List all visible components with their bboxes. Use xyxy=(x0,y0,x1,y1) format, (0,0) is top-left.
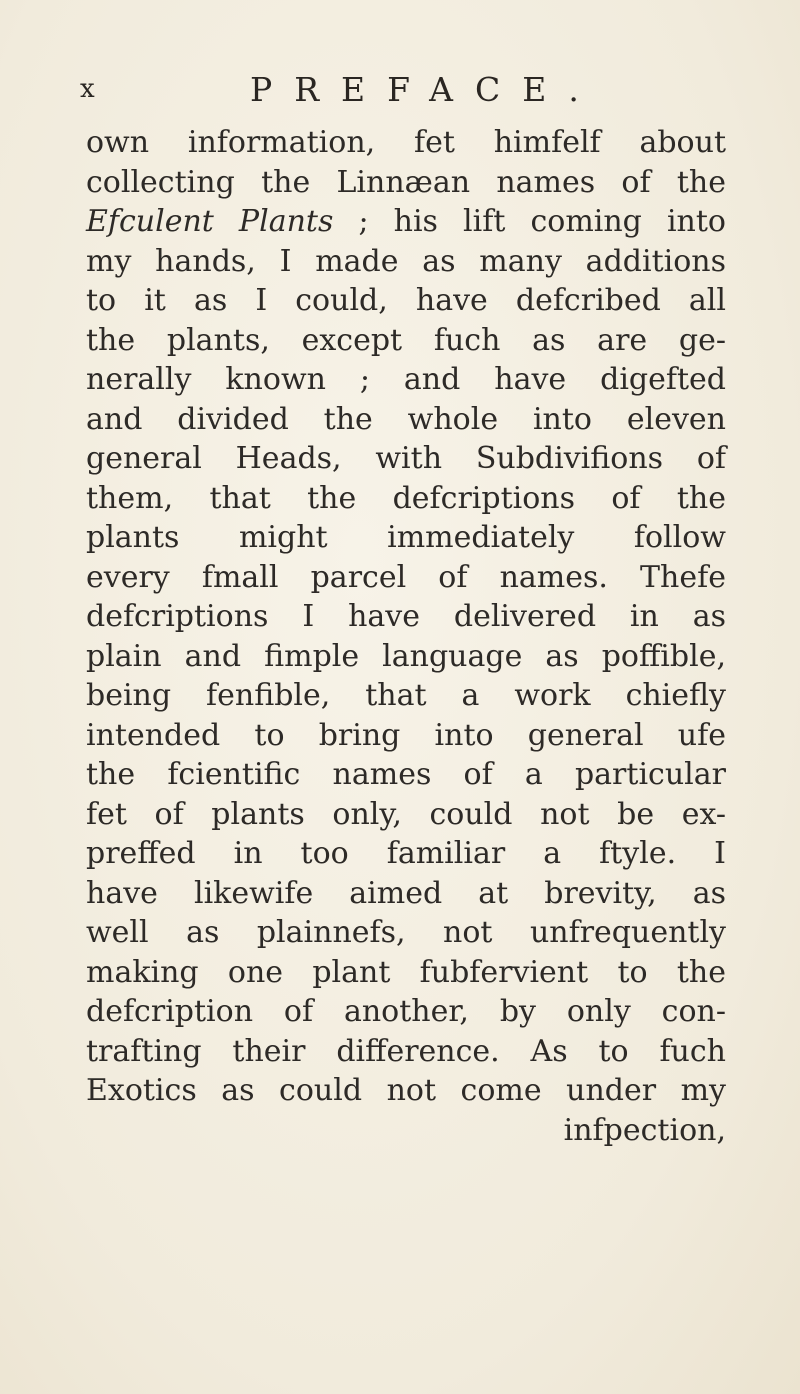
text-line: them, that the defcriptions of the xyxy=(86,480,726,516)
text-line: plants might immediately follow xyxy=(86,520,726,555)
text-line: the plants, except fuch as are ge- xyxy=(86,322,726,358)
page-number: x xyxy=(80,74,96,104)
text-line: plain and fimple language as poffible, xyxy=(86,638,726,674)
text-line: fet of plants only, could not be ex- xyxy=(86,796,726,832)
text-line: and divided the whole into eleven xyxy=(86,401,726,437)
catchword: infpection, xyxy=(563,1112,726,1148)
text-line: to it as I could, have defcribed all xyxy=(86,283,726,318)
page-header xyxy=(80,70,720,110)
text-line: well as plainnefs, not unfrequently xyxy=(86,915,726,950)
text-line: defcription of another, by only con- xyxy=(86,994,726,1029)
text-line: nerally known ; and have digefted xyxy=(86,362,726,397)
text-line: Efculent Plants ; his lift coming into xyxy=(86,204,726,239)
running-head: PREFACE. xyxy=(250,70,601,109)
text-line: own information, fet himfelf about xyxy=(86,125,726,160)
text-line: have likewife aimed at brevity, as xyxy=(86,875,726,911)
text-line: trafting their difference. As to fuch xyxy=(86,1033,726,1069)
text-line: intended to bring into general ufe xyxy=(86,717,726,753)
body-text xyxy=(86,123,726,1150)
text-line: being fenfible, that a work chiefly xyxy=(86,678,726,713)
text-line: Exotics as could not come under my xyxy=(86,1073,726,1108)
text-line: preffed in too familiar a ftyle. I xyxy=(86,836,726,871)
text-line: every fmall parcel of names. Thefe xyxy=(86,559,726,595)
text-line: collecting the Linnæan names of the xyxy=(86,164,726,200)
text-line: making one plant fubfervient to the xyxy=(86,954,726,990)
italic-title: Efculent Plants xyxy=(86,204,334,239)
text-line: the fcientific names of a particular xyxy=(86,757,726,792)
text-line: general Heads, with Subdivifions of xyxy=(86,441,726,476)
text-line: defcriptions I have delivered in as xyxy=(86,599,726,634)
text-line: my hands, I made as many additions xyxy=(86,243,726,279)
